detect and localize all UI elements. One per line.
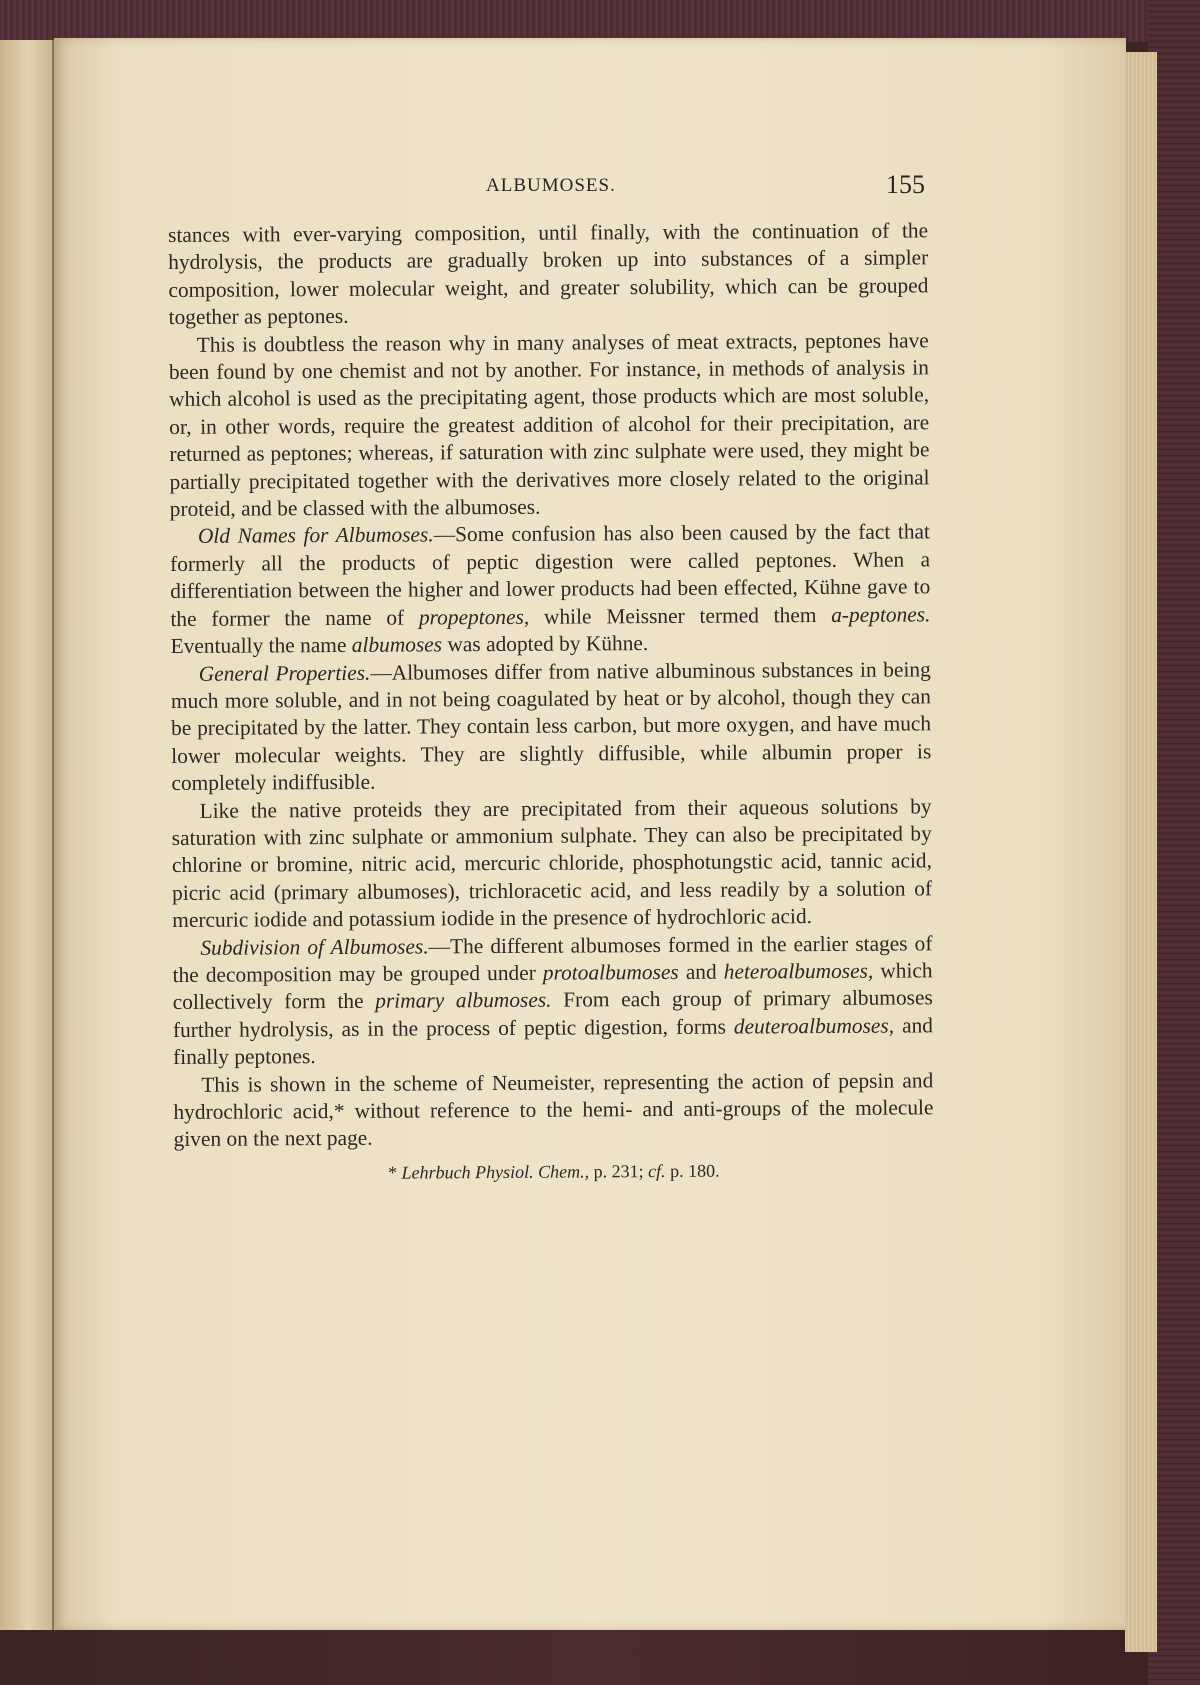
text-run: * xyxy=(387,1162,402,1183)
text-run: p. 180. xyxy=(665,1160,720,1181)
text-run: This is doubtless the reason why in many analyses of meat extracts, peptones have been found by one chemist and not by another. For instance, in methods of analysis in which alcohol is used as the precipitating agent, those products which are most soluble, or, in other words, require the greatest addition of alcohol for their precipitation, are returned as peptones; whereas, if saturation with zinc sulphate were used, they might be partially precipitated together with the derivatives more closely related to the original proteid, and be classed with the albumoses. xyxy=(168,327,930,522)
text-run: which collectively form the xyxy=(172,958,933,1015)
text-run: —Albumoses differ from native albuminous substances in being much more soluble, and in not being coagulated by heat or by alcohol, though they can be precipitated by the latter. They contain less carbon, but more oxygen, and have much lower molecular weights. They are slightly diffusible, while albumin proper is completely indiffusible. xyxy=(170,656,932,796)
paragraph-p7 xyxy=(173,1067,933,1154)
page-number: 155 xyxy=(886,170,925,199)
italic-text: albumoses xyxy=(351,632,443,657)
text-run: and finally peptones. xyxy=(173,1013,933,1070)
text-run: and xyxy=(678,959,724,984)
text-run: p. 231; xyxy=(588,1160,649,1182)
footnote xyxy=(174,1157,934,1186)
paragraph-list xyxy=(168,217,934,1153)
left-page-edge xyxy=(0,40,54,1630)
italic-text: deuteroalbumoses, xyxy=(733,1013,895,1039)
text-run: while Meissner termed them xyxy=(529,602,832,629)
text-run: From each group of primary albumoses further hydrolysis, as in the process of peptic digestion, forms xyxy=(172,985,933,1042)
text-run: —The different albumoses formed in the earlier stages of the decomposition may be grouped under xyxy=(172,930,933,987)
italic-text: cf. xyxy=(647,1160,666,1181)
italic-text: propeptones, xyxy=(418,604,530,630)
paragraph-p1 xyxy=(168,217,929,331)
italic-text: General Properties. xyxy=(198,660,371,686)
cover-top-edge xyxy=(0,0,1200,42)
italic-text: heteroalbumoses, xyxy=(723,958,874,984)
text-run: —Some confusion has also been caused by the fact that formerly all the products of peptic digestion were called peptones. When a differentiation between the higher and lower products had been effected, Kühne gave to the former the name of xyxy=(170,519,931,631)
italic-text: Old Names for Albumoses. xyxy=(197,522,434,549)
paragraph-p2 xyxy=(169,327,930,523)
text-run: Like the native proteids they are precipitated from their aqueous solutions by saturation with zinc sulphate or ammonium sulphate. They can also be precipitated by chlorine or bromine, nitric acid, mercuric chloride, phosphotungstic acid, tannic acid, picric acid (primary albumoses), trichloracetic acid, and less readily by a solution of mercuric iodide and potassium iodide in the presence of hydrochloric acid. xyxy=(171,793,933,933)
paragraph-p5 xyxy=(172,793,933,935)
text-run: This is shown in the scheme of Neumeister, representing the action of pepsin and hydrochloric acid,* without reference to the hemi- and anti-groups of the molecule given on the next page. xyxy=(173,1067,934,1152)
running-head: ALBUMOSES. xyxy=(486,175,616,196)
paragraph-p6 xyxy=(172,930,933,1072)
italic-text: Lehrbuch Physiol. Chem., xyxy=(401,1161,590,1183)
text-run: stances with ever-varying composition, until finally, with the continuation of the hydrolysis, the products are gradually broken up into substances of a simpler composition, lower molecular weight, and greater solubility, which can be grouped together as peptones. xyxy=(168,218,929,330)
text-run: was adopted by Kühne. xyxy=(442,631,649,657)
paragraph-p4 xyxy=(171,656,932,798)
italic-text: Subdivision of Albumoses. xyxy=(200,933,429,960)
page-stack-edge xyxy=(1125,52,1157,1652)
italic-text: a-peptones. xyxy=(831,602,931,627)
italic-text: primary albumoses. xyxy=(375,988,552,1014)
italic-text: protoalbumoses xyxy=(542,959,679,985)
text-run: Eventually the name xyxy=(170,632,352,659)
paragraph-p3 xyxy=(170,519,931,661)
body-text xyxy=(168,217,934,1185)
